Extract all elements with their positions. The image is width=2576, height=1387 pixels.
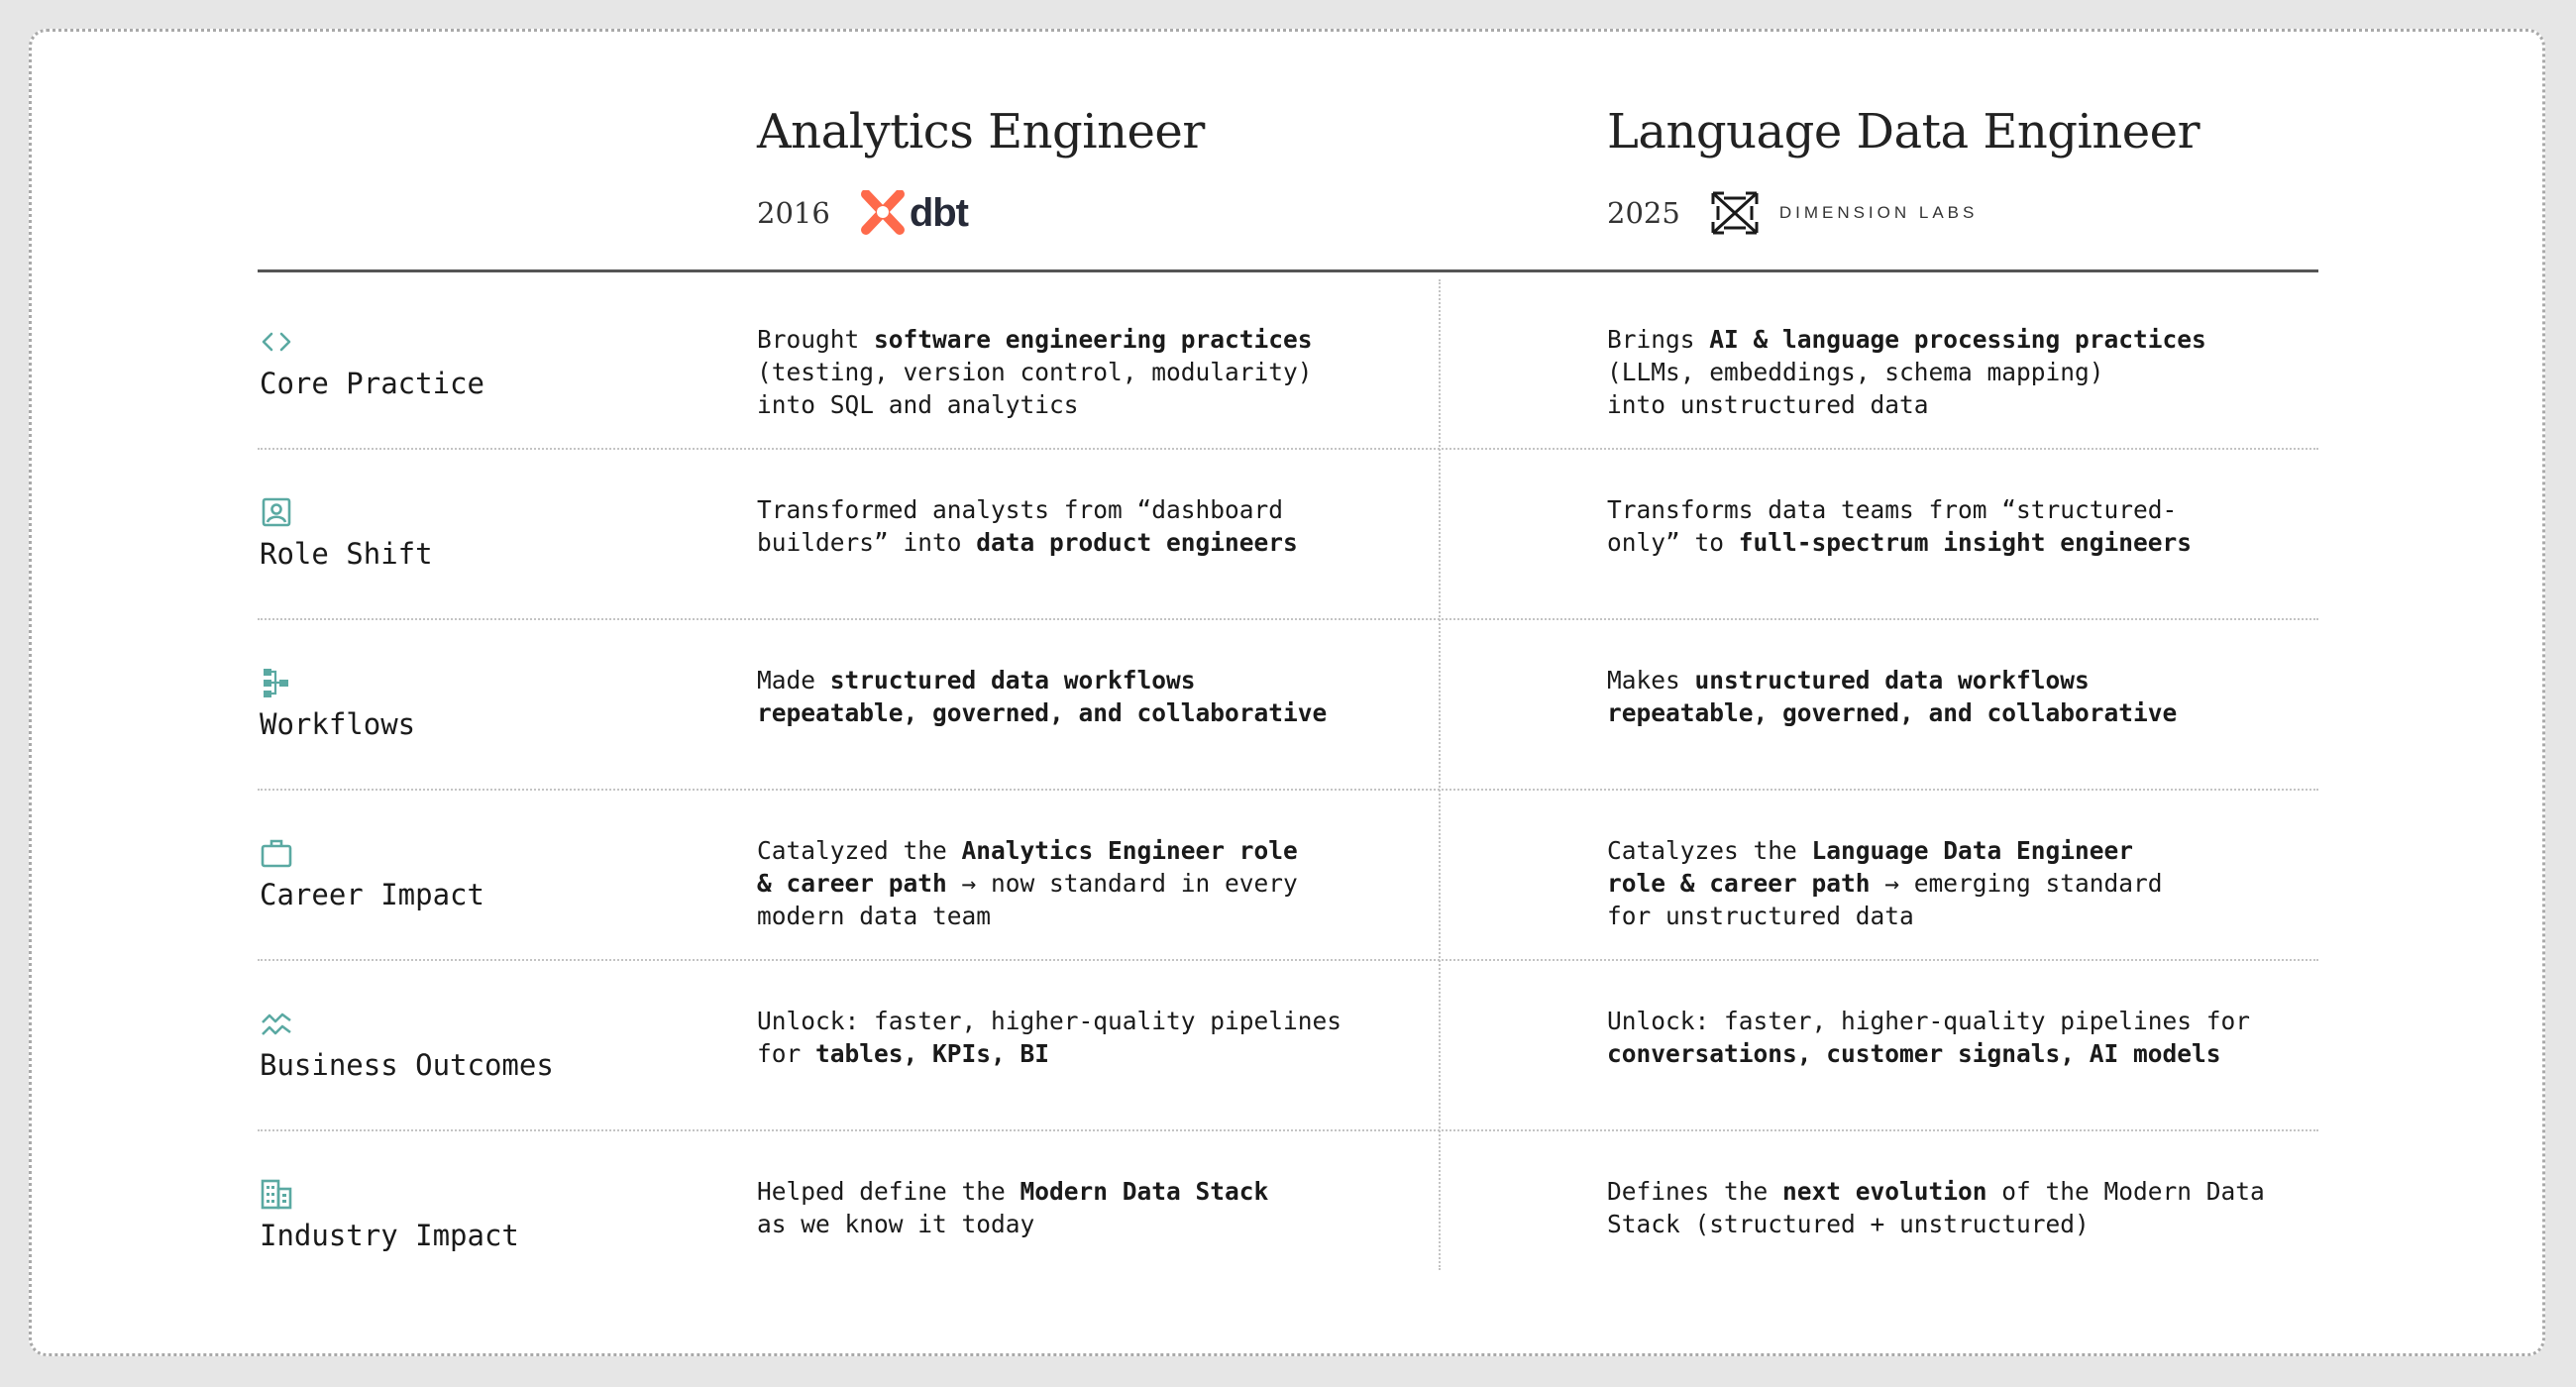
comparison-row — [258, 1131, 2318, 1302]
briefcase-icon — [260, 836, 293, 870]
column-year: 2016 — [757, 196, 830, 230]
cell-text: (testing, version control, modularity) into SQL and analytics — [757, 358, 1313, 419]
cell-text-bold: conversations, customer signals, AI models — [1607, 1039, 2221, 1068]
comparison-cell — [1607, 1175, 2265, 1240]
row-label: Core Practice — [260, 367, 484, 400]
building-icon — [260, 1177, 293, 1211]
trend-icon — [260, 1007, 293, 1040]
cell-text: Brought — [757, 325, 875, 354]
cell-text: → now standard in every modern data team — [757, 869, 1298, 930]
brand-name: dbt — [909, 190, 968, 235]
cell-text-bold: full-spectrum insight engineers — [1738, 528, 2193, 557]
row-label: Career Impact — [260, 878, 484, 911]
cell-text-bold: data product engineers — [976, 528, 1298, 557]
workflow-icon — [260, 666, 293, 699]
column-year: 2025 — [1607, 196, 1680, 230]
cell-text: Transforms data teams from “structured- only” to — [1607, 495, 2178, 557]
cell-text: Transformed analysts from “dashboard builders” into — [757, 495, 1284, 557]
cell-text: (LLMs, embeddings, schema mapping) into unstructured data — [1607, 358, 2104, 419]
row-label: Role Shift — [260, 537, 433, 571]
dbt-logo — [860, 190, 968, 236]
comparison-cell — [1607, 493, 2192, 559]
comparison-row — [258, 791, 2318, 961]
cell-text: Made — [757, 666, 830, 694]
cell-text: Helped define the — [757, 1177, 1020, 1206]
column-title: Language Data Engineer — [1607, 104, 2200, 160]
dimension-labs-logo — [1710, 190, 1979, 236]
comparison-row — [258, 620, 2318, 791]
comparison-cell — [1607, 1005, 2250, 1070]
cell-text: Brings — [1607, 325, 1710, 354]
cell-text-bold: Analytics Engineer role & career path — [757, 836, 1298, 898]
cell-text-bold: tables, KPIs, BI — [815, 1039, 1050, 1068]
comparison-row — [258, 279, 2318, 450]
cell-text-bold: Modern Data Stack — [1020, 1177, 1269, 1206]
comparison-cell — [757, 834, 1298, 932]
header-divider — [258, 269, 2318, 272]
comparison-row — [258, 961, 2318, 1131]
cell-text-bold: unstructured data workflows repeatable, governed, and collaborative — [1607, 666, 2178, 727]
cell-text: Makes — [1607, 666, 1695, 694]
code-brackets-icon — [260, 325, 293, 359]
cell-text-bold: structured data workflows repeatable, governed, and collaborative — [757, 666, 1328, 727]
cell-text: Catalyzed the — [757, 836, 962, 865]
comparison-cell — [757, 664, 1327, 729]
comparison-cell — [757, 1005, 1342, 1070]
user-badge-icon — [260, 495, 293, 529]
row-label: Business Outcomes — [260, 1048, 554, 1082]
cell-text: Catalyzes the — [1607, 836, 1812, 865]
cell-text-bold: Language Data Engineer role & career path — [1607, 836, 2134, 898]
cell-text-bold: AI & language processing practices — [1709, 325, 2206, 354]
comparison-cell — [757, 493, 1298, 559]
column-header-analytics-engineer — [757, 104, 1205, 239]
column-header-language-data-engineer — [1607, 104, 2200, 239]
row-label: Workflows — [260, 707, 416, 741]
cell-text: of the Modern Data Stack (structured + unstructured) — [1607, 1177, 2265, 1238]
cell-text: → emerging standard for unstructured data — [1607, 869, 2163, 930]
cell-text-bold: next evolution — [1782, 1177, 1987, 1206]
cell-text: as we know it today — [757, 1210, 1035, 1238]
dbt-logo-icon — [860, 190, 906, 236]
column-title: Analytics Engineer — [757, 104, 1205, 160]
comparison-cell — [757, 323, 1313, 421]
row-label: Industry Impact — [260, 1219, 519, 1252]
brand-name: DIMENSION LABS — [1778, 203, 1979, 222]
comparison-cell — [1607, 834, 2163, 932]
comparison-cell — [1607, 664, 2177, 729]
comparison-cell — [757, 1175, 1268, 1240]
comparison-row — [258, 450, 2318, 620]
dimension-labs-logo-icon — [1710, 190, 1760, 236]
cell-text-bold: software engineering practices — [874, 325, 1313, 354]
cell-text: Unlock: faster, higher-quality pipelines for — [757, 1007, 1342, 1068]
cell-text: Defines the — [1607, 1177, 1783, 1206]
cell-text: Unlock: faster, higher-quality pipelines for — [1607, 1007, 2251, 1035]
comparison-cell — [1607, 323, 2206, 421]
